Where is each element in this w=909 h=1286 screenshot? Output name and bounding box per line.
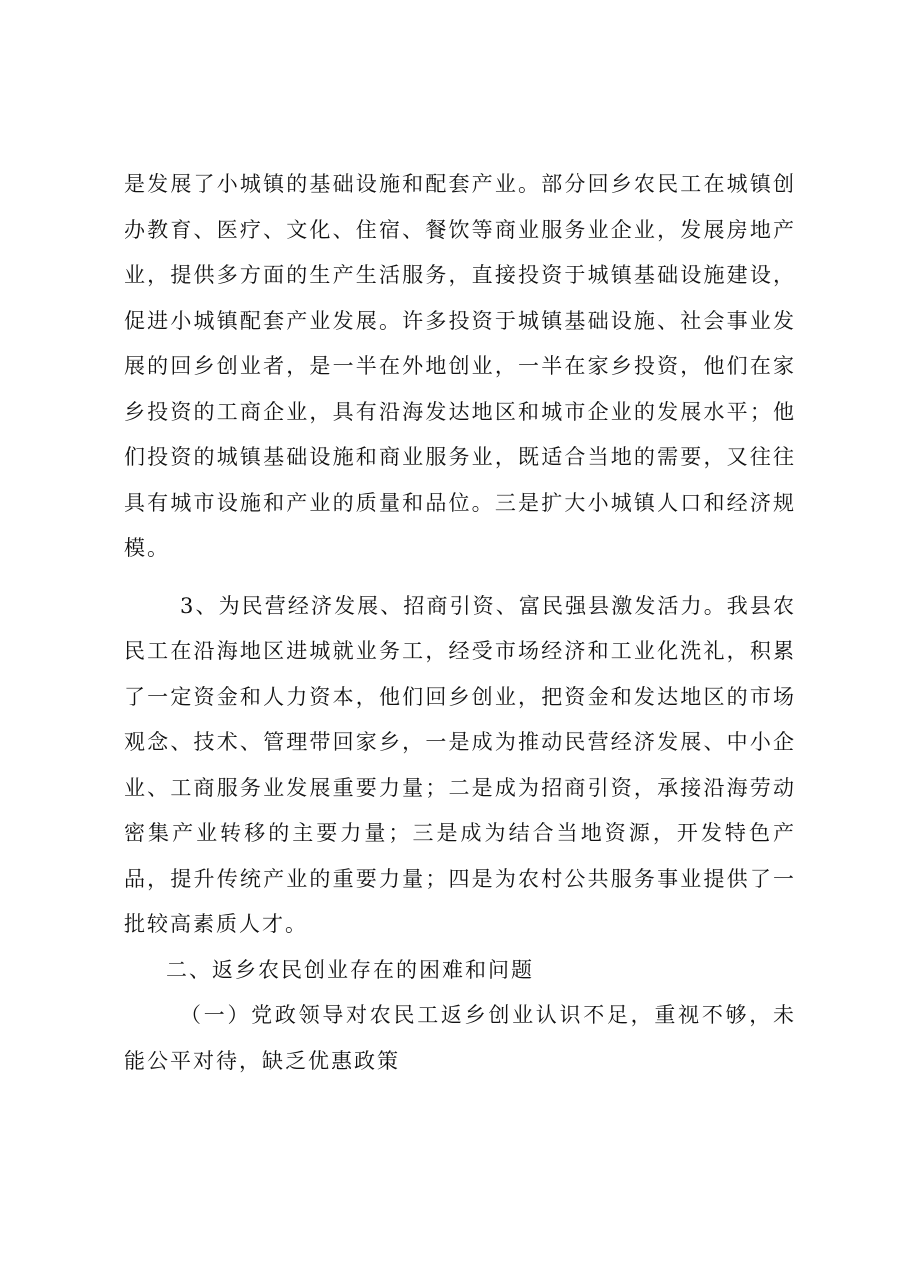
section-heading: 二、返乡农民创业存在的困难和问题: [166, 957, 534, 982]
subsection-heading: （一）党政领导对农民工返乡创业认识不足，重视不够，未能公平对待，缺乏优惠政策: [124, 1003, 796, 1073]
paragraph-private-economy: 3、为民营经济发展、招商引资、富民强县激发活力。我县农民工在沿海地区进城就业务工，经受市场经济和工业化洗礼，积累了一定资金和人力资本，他们回乡创业，把资金和发达地区的市场观念、技术、管理带回家乡，一是成为推动民营经济发展、中小企业、工商服务业发展重要力量；二是成为招商引资，承接沿海劳动密集产业转移的主要力量；三是成为结合当地资源，开发特色产品，提升传统产业的重要力量；四是为农村公共服务事业提供了一批较高素质人才。: [124, 593, 796, 936]
document-page: [124, 162, 796, 1084]
paragraph-small-town-development: 是发展了小城镇的基础设施和配套产业。部分回乡农民工在城镇创办教育、医疗、文化、住宿、餐饮等商业服务业企业，发展房地产业，提供多方面的生产生活服务，直接投资于城镇基础设施建设，促进小城镇配套产业发展。许多投资于城镇基础设施、社会事业发展的回乡创业者，是一半在外地创业，一半在家乡投资，他们在家乡投资的工商企业，具有沿海发达地区和城市企业的发展水平；他们投资的城镇基础设施和商业服务业，既适合当地的需要，又往往具有城市设施和产业的质量和品位。三是扩大小城镇人口和经济规模。: [124, 172, 796, 560]
